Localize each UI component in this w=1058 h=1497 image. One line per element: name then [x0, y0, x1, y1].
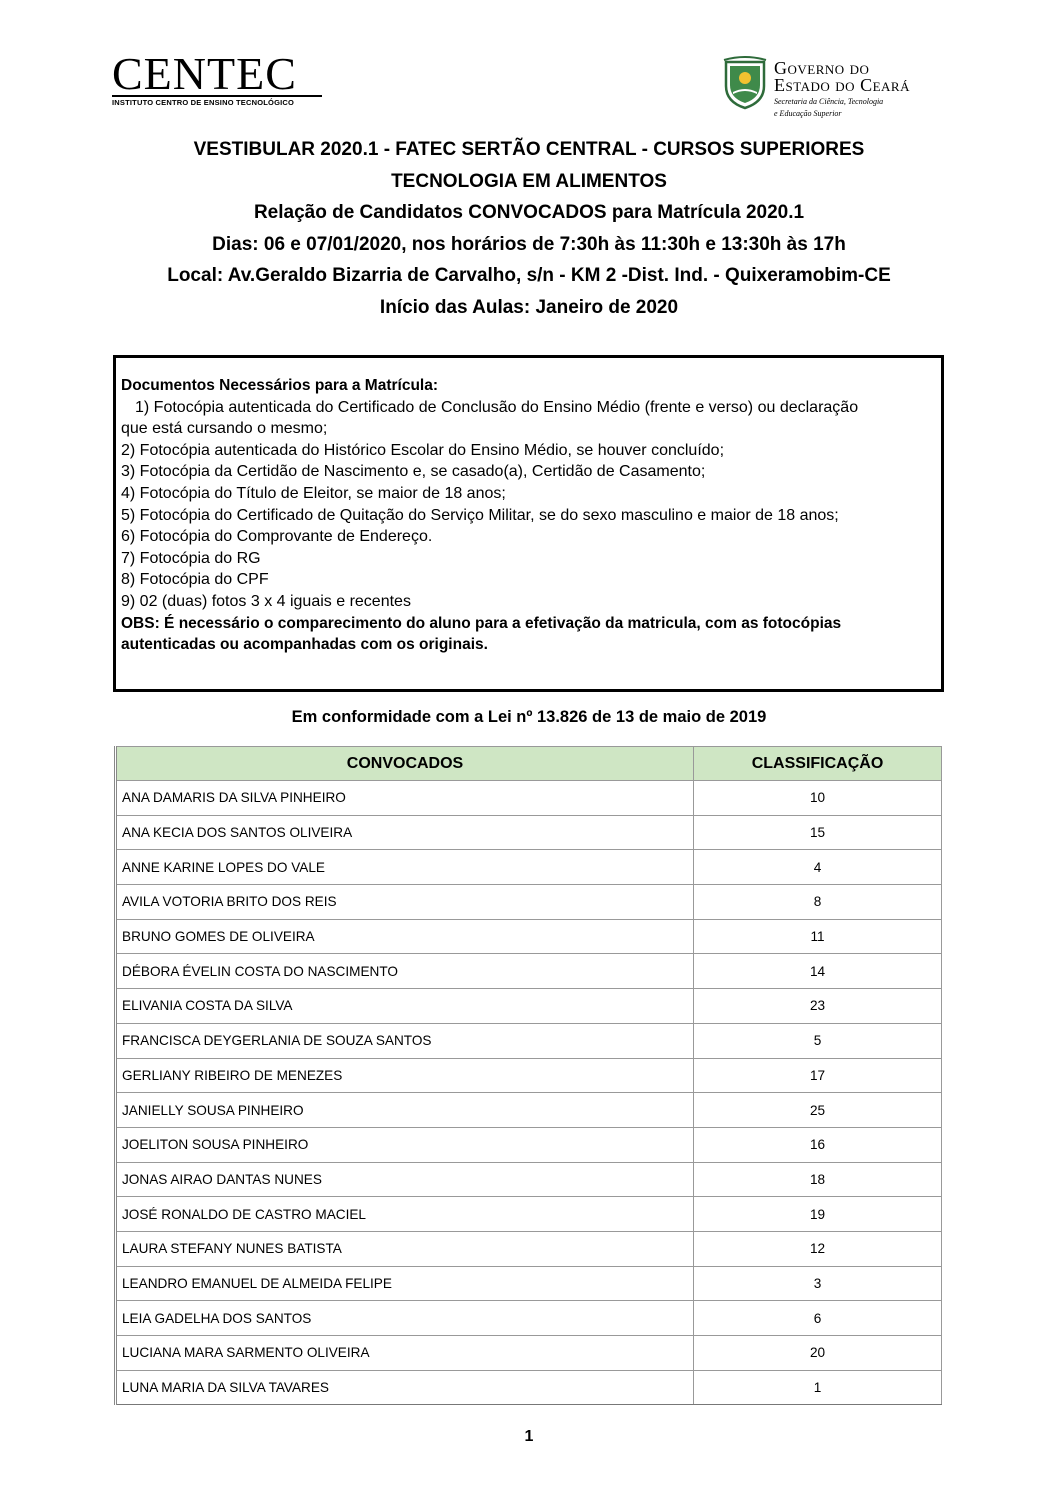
table-row — [116, 781, 942, 816]
document-item: 5) Fotocópia do Certificado de Quitação do Serviço Militar, se do sexo masculino e maior de 18 anos; — [121, 506, 839, 524]
candidate-classification: 16 — [694, 1127, 942, 1162]
convocados-table — [114, 746, 942, 1405]
secretaria-line2: e Educação Superior — [774, 109, 842, 118]
governo-ceara-logo — [722, 54, 937, 118]
document-item: 7) Fotocópia do RG — [121, 549, 261, 567]
candidate-classification: 1 — [694, 1370, 942, 1405]
candidate-classification: 25 — [694, 1093, 942, 1128]
table-row — [116, 1093, 942, 1128]
candidate-classification: 3 — [694, 1266, 942, 1301]
centec-logo — [112, 48, 327, 107]
candidate-classification: 18 — [694, 1162, 942, 1197]
candidate-name: LUNA MARIA DA SILVA TAVARES — [116, 1370, 694, 1405]
candidate-name: ANA DAMARIS DA SILVA PINHEIRO — [116, 781, 694, 816]
candidate-name: GERLIANY RIBEIRO DE MENEZES — [116, 1058, 694, 1093]
candidate-classification: 5 — [694, 1023, 942, 1058]
required-documents-box — [113, 355, 944, 692]
candidate-classification: 8 — [694, 885, 942, 920]
candidate-name: LAURA STEFANY NUNES BATISTA — [116, 1231, 694, 1266]
document-item: 9) 02 (duas) fotos 3 x 4 iguais e recentes — [121, 592, 411, 610]
column-header-convocados: CONVOCADOS — [116, 747, 694, 781]
table-row — [116, 1266, 942, 1301]
page-number: 1 — [524, 1428, 534, 1445]
table-row — [116, 1023, 942, 1058]
table-row — [116, 1197, 942, 1232]
title-line-5: Local: Av.Geraldo Bizarria de Carvalho, s/n - KM 2 -Dist. Ind. - Quixeramobim-CE — [167, 265, 891, 286]
document-item: 6) Fotocópia do Comprovante de Endereço. — [121, 528, 433, 546]
candidate-name: JOSÉ RONALDO DE CASTRO MACIEL — [116, 1197, 694, 1232]
document-item: que está cursando o mesmo; — [121, 420, 328, 438]
document-title-block — [100, 134, 958, 323]
candidate-name: FRANCISCA DEYGERLANIA DE SOUZA SANTOS — [116, 1023, 694, 1058]
governo-ceara-text — [774, 60, 910, 118]
table-row — [116, 989, 942, 1024]
title-line-6: Início das Aulas: Janeiro de 2020 — [379, 296, 679, 318]
candidate-name: ANA KECIA DOS SANTOS OLIVEIRA — [116, 815, 694, 850]
candidate-classification: 10 — [694, 781, 942, 816]
candidate-name: DÉBORA ÉVELIN COSTA DO NASCIMENTO — [116, 954, 694, 989]
column-header-classificacao: CLASSIFICAÇÃO — [694, 747, 942, 781]
table-header-row — [116, 747, 942, 781]
obs-line-1: OBS: É necessário o comparecimento do aluno para a efetivação da matricula, com as fotocópias — [121, 614, 842, 632]
table-row — [116, 850, 942, 885]
table-row — [116, 1231, 942, 1266]
candidate-classification: 14 — [694, 954, 942, 989]
candidate-classification: 12 — [694, 1231, 942, 1266]
governo-line1: Governo do — [774, 58, 870, 78]
title-line-1: VESTIBULAR 2020.1 - FATEC SERTÃO CENTRAL - CURSOS SUPERIORES — [193, 139, 865, 160]
document-item: 2) Fotocópia autenticada do Histórico Escolar do Ensino Médio, se houver concluído; — [121, 441, 725, 459]
table-row — [116, 815, 942, 850]
title-line-4: Dias: 06 e 07/01/2020, nos horários de 7:30h às 11:30h e 13:30h às 17h — [212, 233, 846, 255]
candidate-name: LEANDRO EMANUEL DE ALMEIDA FELIPE — [116, 1266, 694, 1301]
candidate-name: AVILA VOTORIA BRITO DOS REIS — [116, 885, 694, 920]
candidate-name: JANIELLY SOUSA PINHEIRO — [116, 1093, 694, 1128]
centec-logo-name: CENTEC — [112, 48, 297, 99]
candidate-classification: 6 — [694, 1301, 942, 1336]
table-row — [116, 1162, 942, 1197]
candidate-name: JONAS AIRAO DANTAS NUNES — [116, 1162, 694, 1197]
document-item: 8) Fotocópia do CPF — [121, 571, 269, 589]
obs-line-2: autenticadas ou acompanhadas com os originais. — [121, 636, 488, 654]
document-item: 1) Fotocópia autenticada do Certificado de Conclusão do Ensino Médio (frente e verso) ou declaração — [135, 398, 859, 416]
table-row — [116, 919, 942, 954]
candidate-classification: 4 — [694, 850, 942, 885]
candidate-classification: 19 — [694, 1197, 942, 1232]
table-row — [116, 885, 942, 920]
document-item: 4) Fotocópia do Título de Eleitor, se maior de 18 anos; — [121, 484, 506, 502]
candidate-classification: 20 — [694, 1336, 942, 1371]
table-row — [116, 1336, 942, 1371]
table-row — [116, 1127, 942, 1162]
candidate-name: JOELITON SOUSA PINHEIRO — [116, 1127, 694, 1162]
candidate-name: ELIVANIA COSTA DA SILVA — [116, 989, 694, 1024]
governo-line2: Estado do Ceará — [774, 75, 910, 95]
title-line-3: Relação de Candidatos CONVOCADOS para Matrícula 2020.1 — [253, 202, 805, 223]
candidate-classification: 15 — [694, 815, 942, 850]
document-item: 3) Fotocópia da Certidão de Nascimento e, se casado(a), Certidão de Casamento; — [121, 463, 706, 481]
table-row — [116, 1058, 942, 1093]
title-line-2: TECNOLOGIA EM ALIMENTOS — [391, 170, 667, 192]
candidate-name: BRUNO GOMES DE OLIVEIRA — [116, 919, 694, 954]
ceara-seal-icon — [722, 56, 768, 110]
centec-logo-subtitle: INSTITUTO CENTRO DE ENSINO TECNOLÓGICO — [112, 98, 295, 107]
candidate-name: ANNE KARINE LOPES DO VALE — [116, 850, 694, 885]
candidate-name: LUCIANA MARA SARMENTO OLIVEIRA — [116, 1336, 694, 1371]
table-row — [116, 954, 942, 989]
table-row — [116, 1301, 942, 1336]
table-row — [116, 1370, 942, 1405]
secretaria-line1: Secretaria da Ciência, Tecnologia — [774, 97, 884, 106]
candidate-classification: 17 — [694, 1058, 942, 1093]
candidate-classification: 11 — [694, 919, 942, 954]
documents-heading: Documentos Necessários para a Matrícula: — [121, 377, 439, 394]
candidate-classification: 23 — [694, 989, 942, 1024]
candidate-name: LEIA GADELHA DOS SANTOS — [116, 1301, 694, 1336]
law-note: Em conformidade com a Lei nº 13.826 de 13 de maio de 2019 — [291, 708, 767, 726]
